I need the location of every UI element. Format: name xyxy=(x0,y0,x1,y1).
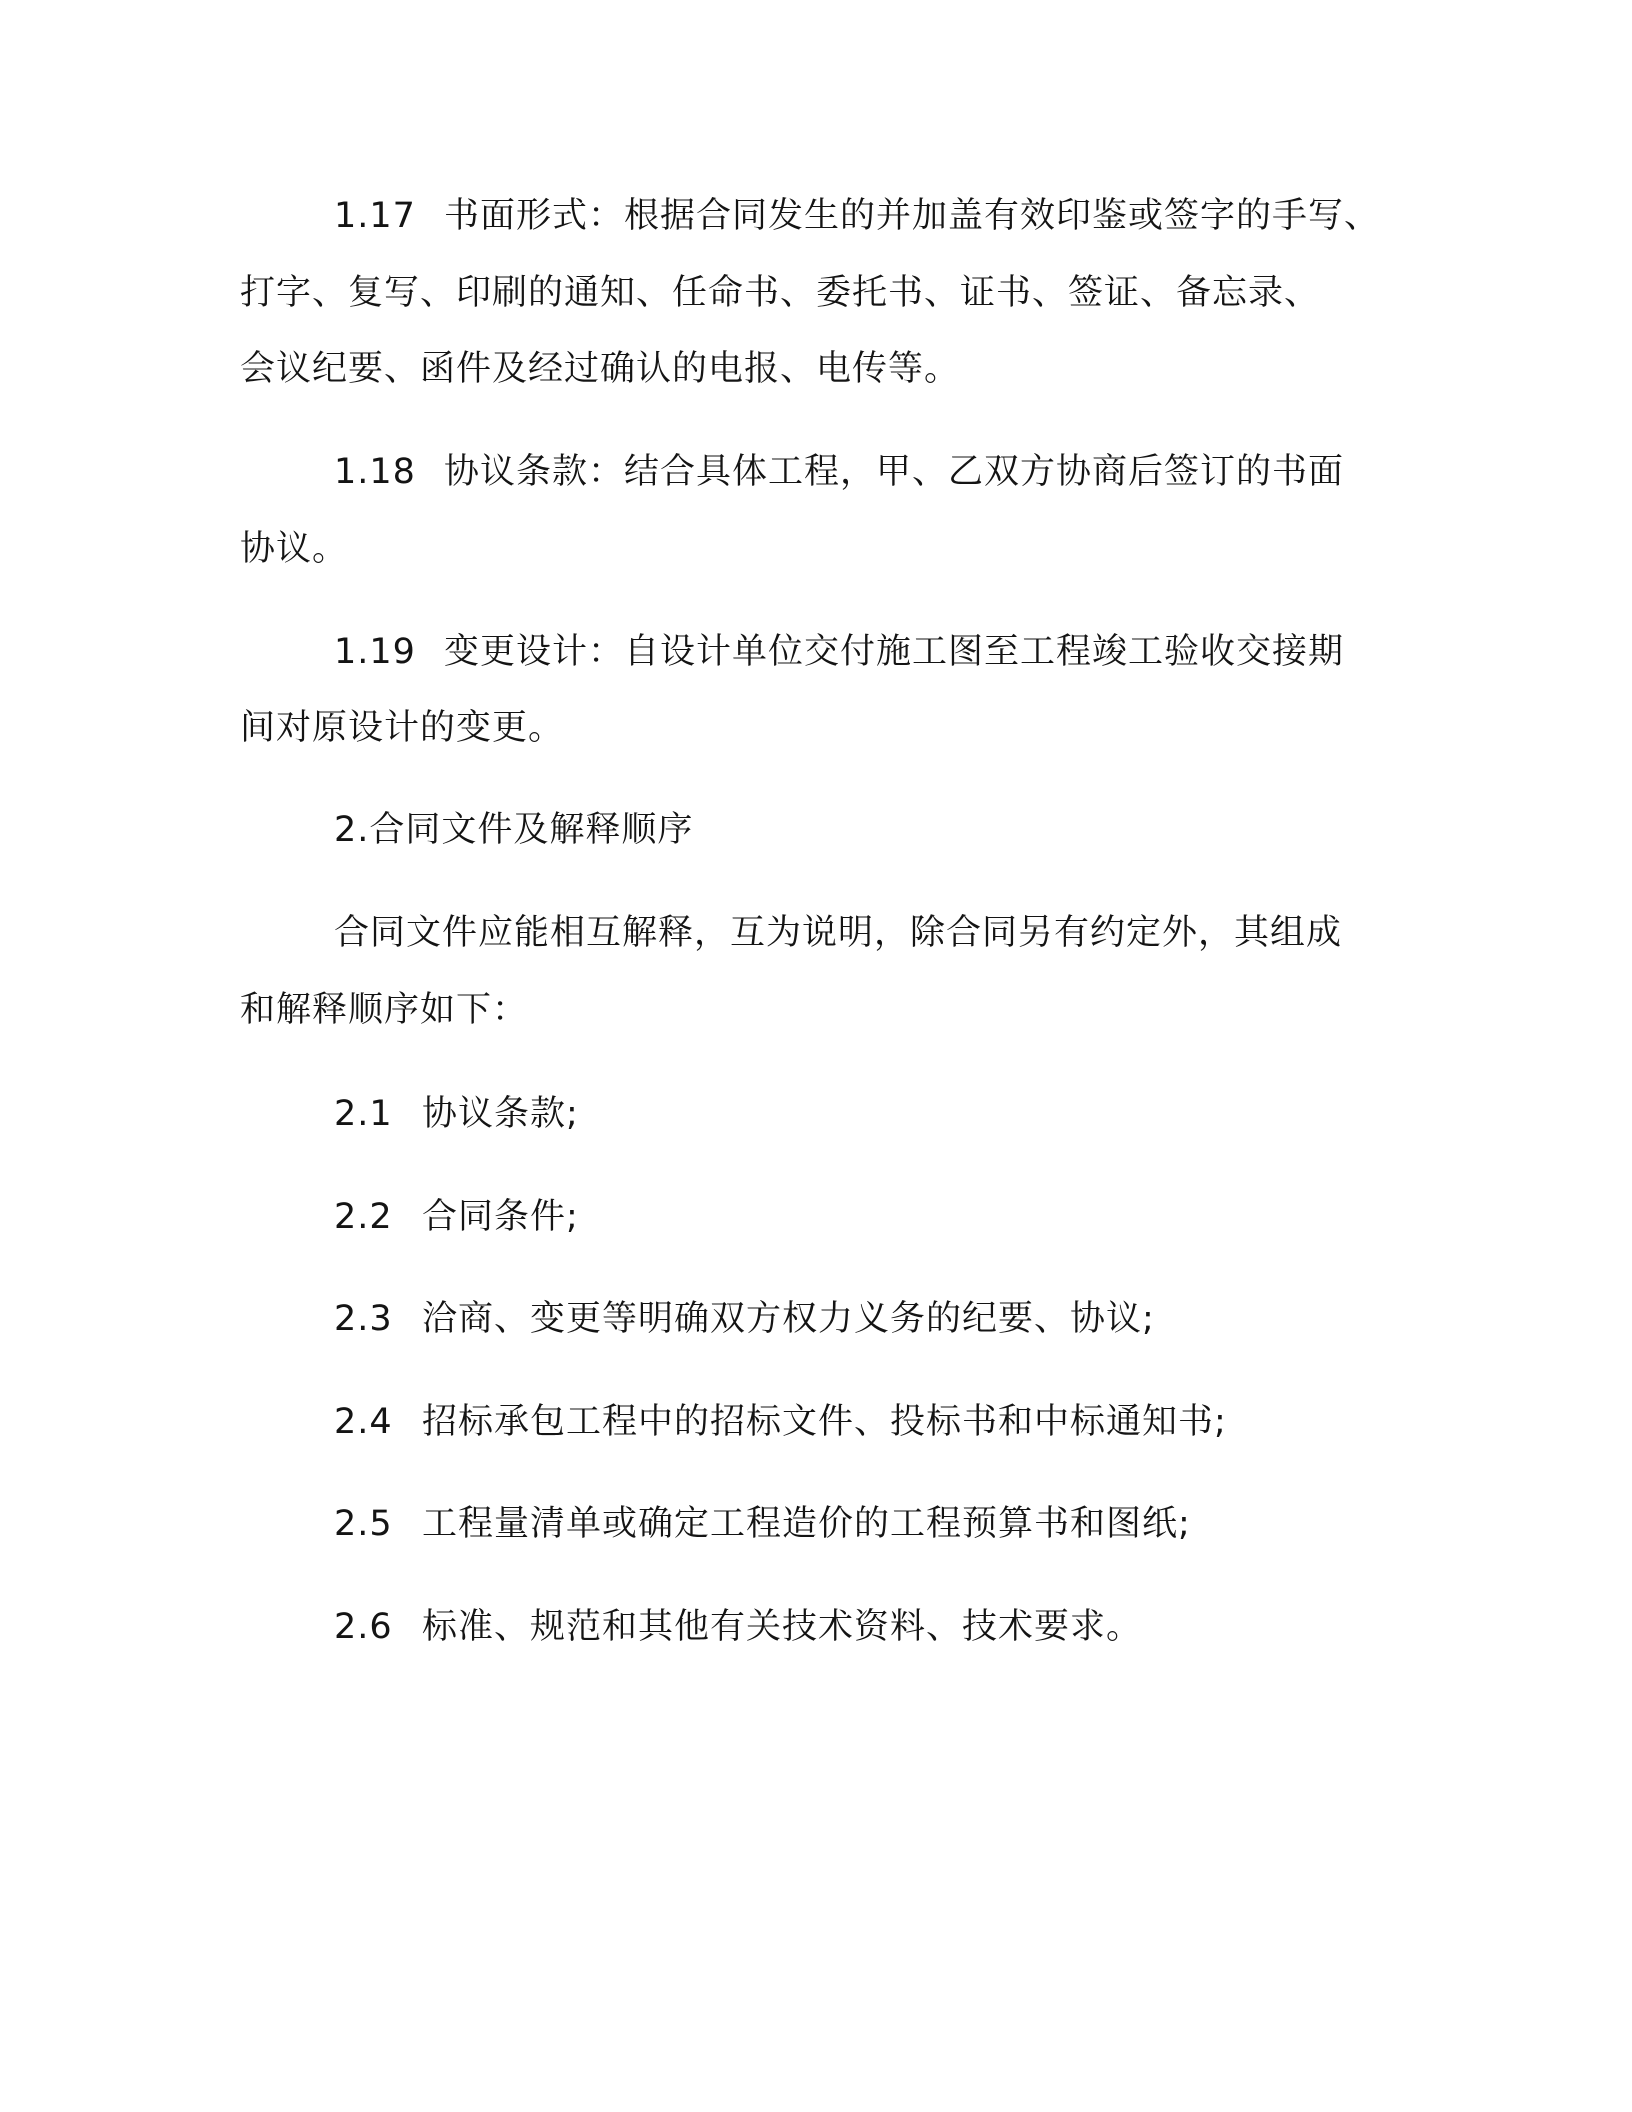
clause-1-17-line-1 xyxy=(334,194,1380,238)
list-item-2-1 xyxy=(334,1092,579,1136)
clause-text: 书面形式：根据合同发生的并加盖有效印鉴或签字的手写、 xyxy=(443,196,1380,236)
list-item-2-2 xyxy=(334,1195,579,1239)
item-text: 招标承包工程中的招标文件、投标书和中标通知书; xyxy=(422,1402,1227,1442)
clause-number: 1.19 xyxy=(334,632,416,672)
clause-number: 1.17 xyxy=(334,196,416,236)
clause-number: 1.18 xyxy=(334,452,416,492)
item-text: 洽商、变更等明确双方权力义务的纪要、协议; xyxy=(422,1299,1155,1339)
item-text: 标准、规范和其他有关技术资料、技术要求。 xyxy=(422,1607,1143,1647)
list-item-2-4 xyxy=(334,1400,1227,1444)
clause-text: 协议条款：结合具体工程，甲、乙双方协商后签订的书面 xyxy=(443,452,1344,492)
item-number: 2.5 xyxy=(334,1504,393,1544)
item-number: 2.6 xyxy=(334,1607,393,1647)
clause-text: 变更设计：自设计单位交付施工图至工程竣工验收交接期 xyxy=(443,632,1344,672)
clause-1-17-line-3: 会议纪要、函件及经过确认的电报、电传等。 xyxy=(240,349,961,389)
list-item-2-6 xyxy=(334,1605,1142,1649)
item-number: 2.2 xyxy=(334,1197,393,1237)
clause-1-19-line-1 xyxy=(334,630,1344,674)
section-2-intro-line-1: 合同文件应能相互解释，互为说明，除合同另有约定外，其组成 xyxy=(334,913,1343,953)
item-text: 工程量清单或确定工程造价的工程预算书和图纸; xyxy=(422,1504,1191,1544)
item-number: 2.4 xyxy=(334,1402,393,1442)
list-item-2-3 xyxy=(334,1297,1155,1341)
list-item-2-5 xyxy=(334,1502,1191,1546)
item-number: 2.1 xyxy=(334,1094,393,1134)
item-number: 2.3 xyxy=(334,1299,393,1339)
clause-1-18-line-2: 协议。 xyxy=(240,529,349,569)
item-text: 合同条件; xyxy=(422,1197,579,1237)
clause-1-17-line-2: 打字、复写、印刷的通知、任命书、委托书、证书、签证、备忘录、 xyxy=(240,273,1321,313)
section-2-heading: 2.合同文件及解释顺序 xyxy=(334,810,694,850)
clause-1-18-line-1 xyxy=(334,450,1344,494)
clause-1-19-line-2: 间对原设计的变更。 xyxy=(240,708,565,748)
section-2-intro-line-2: 和解释顺序如下： xyxy=(240,990,529,1030)
item-text: 协议条款; xyxy=(422,1094,579,1134)
